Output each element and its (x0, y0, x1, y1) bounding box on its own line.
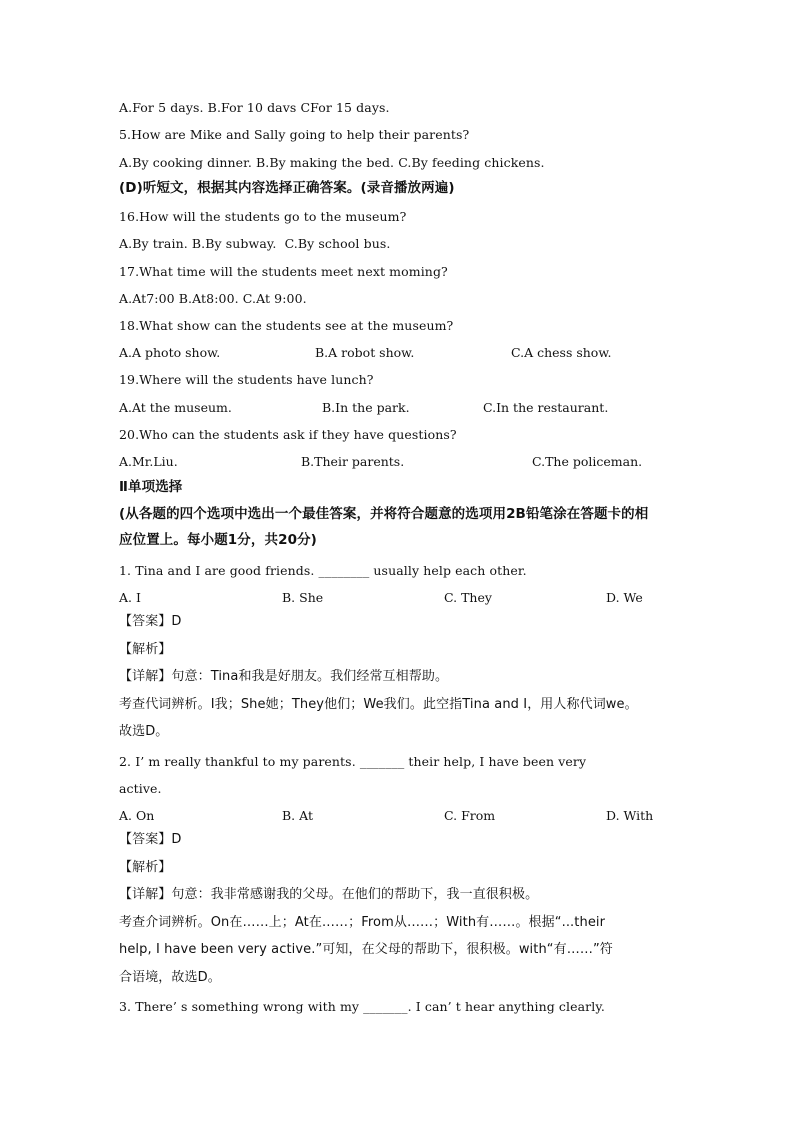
q2-option-a: A. On (119, 808, 155, 823)
q1-analysis-label: 【解析】 (119, 642, 172, 657)
q16-options: A.By train. B.By subway. C.By school bus. (119, 236, 391, 251)
q2-detail: 【详解】句意：我非常感谢我的父母。在他们的帮助下，我一直很积极。 (119, 887, 539, 902)
q2-conclusion: 合语境，故选D。 (119, 970, 221, 985)
q5-question: 5.How are Mike and Sally going to help their parents? (119, 127, 470, 142)
q18-option-a: A.A photo show. (119, 345, 221, 360)
q2-question-line1: 2. I’ m really thankful to my parents. _______ their help, I have been very (119, 754, 587, 769)
section-ii-heading: Ⅱ单项选择 (119, 479, 183, 495)
q1-explanation: 考查代词辨析。I我；She她；They他们；We我们。此空指Tina and I，用人称代词we。 (119, 697, 638, 712)
q3-question: 3. There’ s something wrong with my _______. I can’ t hear anything clearly. (119, 999, 605, 1014)
q1-answer: 【答案】D (119, 614, 182, 629)
q4-options: A.For 5 days. B.For 10 davs CFor 15 days. (119, 100, 390, 115)
q2-option-d: D. With (606, 808, 654, 823)
q20-option-a: A.Mr.Liu. (119, 454, 178, 469)
q18-option-c: C.A chess show. (511, 345, 612, 360)
q20-option-c: C.The policeman. (532, 454, 643, 469)
q19-option-b: B.In the park. (322, 400, 410, 415)
q1-option-a: A. I (119, 590, 141, 605)
q1-option-b: B. She (282, 590, 324, 605)
q19-option-a: A.At the museum. (119, 400, 232, 415)
q1-conclusion: 故选D。 (119, 724, 169, 739)
section-ii-instructions-line2: 应位置上。每小题1分，共20分) (119, 532, 317, 548)
q2-explanation-line1: 考查介词辨析。On在……上；At在……；From从……；With有……。根据“...their (119, 915, 606, 930)
q2-answer: 【答案】D (119, 832, 182, 847)
q17-options: A.At7:00 B.At8:00. C.At 9:00. (119, 291, 307, 306)
q2-explanation-line2: help, I have been very active.”可知，在父母的帮助下，很积极。with“有……”符 (119, 942, 613, 957)
q19-question: 19.Where will the students have lunch? (119, 372, 374, 387)
q20-question: 20.Who can the students ask if they have questions? (119, 427, 457, 442)
q18-option-b: B.A robot show. (315, 345, 415, 360)
q18-question: 18.What show can the students see at the museum? (119, 318, 454, 333)
q1-option-d: D. We (606, 590, 643, 605)
q1-detail: 【详解】句意：Tina和我是好朋友。我们经常互相帮助。 (119, 669, 449, 684)
section-ii-instructions-line1: (从各题的四个选项中选出一个最佳答案，并将符合题意的选项用2B铅笔涂在答题卡的相 (119, 506, 649, 522)
q2-option-c: C. From (444, 808, 496, 823)
q1-option-c: C. They (444, 590, 492, 605)
q5-options: A.By cooking dinner. B.By making the bed. C.By feeding chickens. (119, 155, 545, 170)
q19-option-c: C.In the restaurant. (483, 400, 609, 415)
section-d-heading: (D)听短文，根据其内容选择正确答案。(录音播放两遍) (119, 180, 455, 196)
q2-option-b: B. At (282, 808, 313, 823)
q16-question: 16.How will the students go to the museum? (119, 209, 407, 224)
q20-option-b: B.Their parents. (301, 454, 405, 469)
q2-question-line2: active. (119, 781, 162, 796)
q2-analysis-label: 【解析】 (119, 860, 172, 875)
q1-question: 1. Tina and I are good friends. ________ usually help each other. (119, 563, 527, 578)
q17-question: 17.What time will the students meet next moming? (119, 264, 448, 279)
